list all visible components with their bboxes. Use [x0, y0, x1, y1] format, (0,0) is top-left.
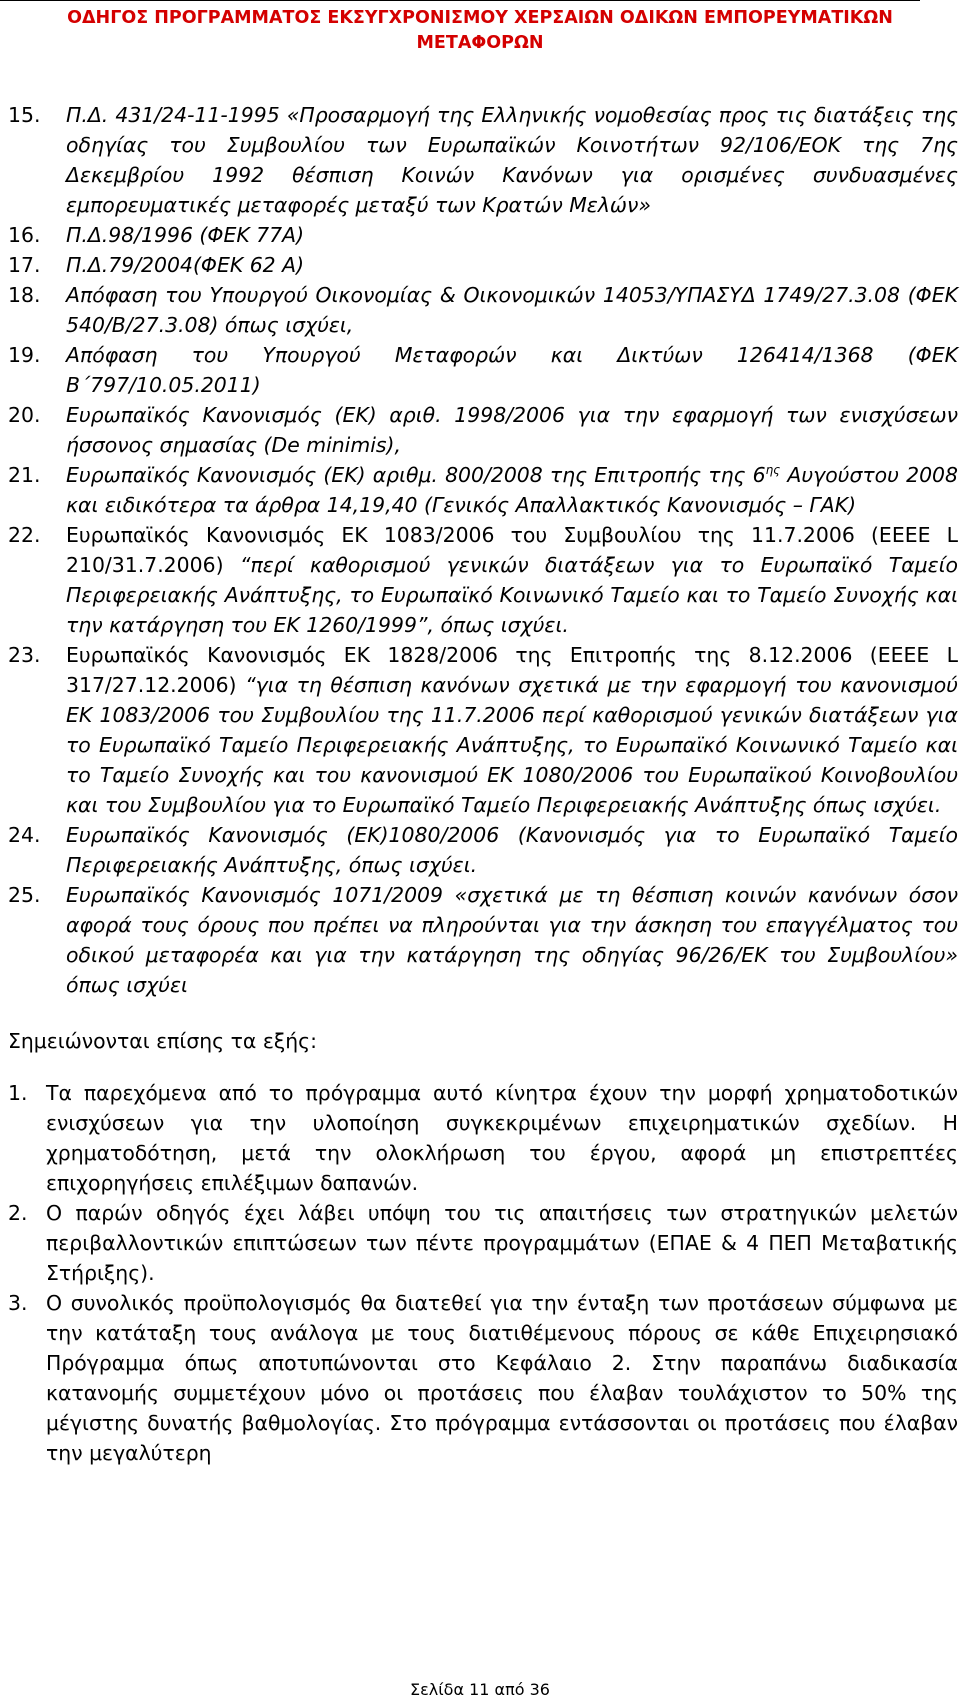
reference-text: Απόφαση του Υπουργού Μεταφορών και Δικτύων 126414/1368 (ΦΕΚ Β΄797/10.05.2011): [66, 343, 958, 397]
document-body: [8, 100, 958, 1468]
reference-number: 18.: [8, 283, 41, 307]
reference-number: 24.: [8, 823, 41, 847]
reference-citation: Ευρωπαϊκός Κανονισμός ΕΚ 1083/2006 του Συμβουλίου της 11.7.2006 (ΕΕΕΕ L 210/31.7.2006): [66, 523, 958, 577]
reference-item: [8, 250, 958, 280]
header-title-line1: ΟΔΗΓΟΣ ΠΡΟΓΡΑΜΜΑΤΟΣ ΕΚΣΥΓΧΡΟΝΙΣΜΟΥ ΧΕΡΣΑΙΩΝ ΟΔΙΚΩΝ ΕΜΠΟΡΕΥΜΑΤΙΚΩΝ: [67, 8, 893, 28]
reference-item: [8, 820, 958, 880]
note-text: Ο συνολικός προϋπολογισμός θα διατεθεί για την ένταξη των προτάσεων σύμφωνα με την κατάταξη τους ανάλογα με τους διατιθέμενους πόρους σε κάθε Επιχειρησιακό Πρόγραμμα όπως αποτυπώνονται στο Κεφάλαιο 2. Στην παραπάνω διαδικασία κατανομής συμμετέχουν μόνο οι προτάσεις που έλαβαν τουλάχιστον το 50% της μέγιστης δυνατής βαθμολογίας. Στο πρόγραμμα εντάσσονται οι προτάσεις που έλαβαν την μεγαλύτερη: [46, 1291, 958, 1465]
page-footer: [0, 1680, 960, 1700]
reference-text-part: Αυγούστου 2008 και ειδικότερα τα άρθρα 14,19,40 (Γενικός Απαλλακτικός Κανονισμός – ΓΑΚ): [66, 463, 958, 517]
reference-item: [8, 640, 958, 820]
reference-text: Απόφαση του Υπουργού Οικονομίας & Οικονομικών 14053/ΥΠΑΣΥΔ 1749/27.3.08 (ΦΕΚ 540/Β/27.3.08) όπως ισχύει,: [66, 283, 958, 337]
reference-number: 16.: [8, 223, 41, 247]
reference-title: “περί καθορισμού γενικών διατάξεων για το Ευρωπαϊκό Ταμείο Περιφερειακής Ανάπτυξης, το Ευρωπαϊκό Κοινωνικό Ταμείο και το Ταμείο Συνοχής και την κατάργηση του ΕΚ 1260/1999”, όπως ισχύει.: [66, 553, 958, 637]
note-item: [8, 1288, 958, 1468]
reference-text-part: Ευρωπαϊκός Κανονισμός (ΕΚ) αριθμ. 800/2008 της Επιτροπής της 6: [66, 463, 766, 487]
ordinal-superscript: ης: [765, 463, 781, 478]
references-list: [8, 100, 958, 1000]
reference-item: [8, 100, 958, 220]
reference-text: Π.Δ. 431/24-11-1995 «Προσαρμογή της Ελληνικής νομοθεσίας προς τις διατάξεις της οδηγίας του Συμβουλίου των Ευρωπαϊκών Κοινοτήτων 92/106/ΕΟΚ της 7ης Δεκεμβρίου 1992 θέσπιση Κοινών Κανόνων για ορισμένες συνδυασμένες εμπορευματικές μεταφορές μεταξύ των Κρατών Μελών»: [66, 103, 958, 217]
reference-title: “για τη θέσπιση κανόνων σχετικά με την εφαρμογή του κανονισμού ΕΚ 1083/2006 του Συμβουλίου της 11.7.2006 περί καθορισμού γενικών διατάξεων για το Ευρωπαϊκό Ταμείο Περιφερειακής Ανάπτυξης, το Ευρωπαϊκό Κοινωνικό Ταμείο και το Ταμείο Συνοχής και του κανονισμού ΕΚ 1080/2006 του Ευρωπαϊκού Κοινοβουλίου και του Συμβουλίου για το Ευρωπαϊκό Ταμείο Περιφερειακής Ανάπτυξης όπως ισχύει.: [66, 673, 958, 817]
reference-item: [8, 280, 958, 340]
note-number: 2.: [8, 1201, 28, 1225]
reference-item: [8, 400, 958, 460]
reference-item: [8, 520, 958, 640]
reference-text: Π.Δ.79/2004(ΦΕΚ 62 Α): [66, 253, 305, 277]
page-number: Σελίδα 11 από 36: [410, 1680, 550, 1699]
reference-number: 17.: [8, 253, 41, 277]
document-header: [0, 6, 960, 56]
reference-text: Ευρωπαϊκός Κανονισμός (ΕΚ)1080/2006 (Κανονισμός για το Ευρωπαϊκό Ταμείο Περιφερειακής Ανάπτυξης, όπως ισχύει.: [66, 823, 958, 877]
note-number: 3.: [8, 1291, 28, 1315]
reference-number: 19.: [8, 343, 41, 367]
reference-number: 25.: [8, 883, 41, 907]
header-title-line2: ΜΕΤΑΦΟΡΩΝ: [416, 33, 544, 53]
reference-text: [66, 523, 958, 637]
reference-number: 20.: [8, 403, 41, 427]
reference-number: 21.: [8, 463, 41, 487]
note-item: [8, 1078, 958, 1198]
reference-text: Ευρωπαϊκός Κανονισμός 1071/2009 «σχετικά με τη θέσπιση κοινών κανόνων όσον αφορά τους όρους που πρέπει να πληρούνται για την άσκηση του επαγγέλματος του οδικού μεταφορέα και για την κατάργηση της οδηγίας 96/26/ΕΚ του Συμβουλίου» όπως ισχύει: [66, 883, 958, 997]
reference-text: Π.Δ.98/1996 (ΦΕΚ 77Α): [66, 223, 305, 247]
reference-number: 15.: [8, 103, 41, 127]
reference-text: [66, 643, 958, 817]
reference-item: [8, 460, 958, 520]
note-number: 1.: [8, 1081, 28, 1105]
reference-text: Ευρωπαϊκός Κανονισμός (ΕΚ) αριθ. 1998/2006 για την εφαρμογή των ενισχύσεων ήσσονος σημασίας (De minimis),: [66, 403, 958, 457]
reference-item: [8, 880, 958, 1000]
reference-item: [8, 220, 958, 250]
reference-number: 23.: [8, 643, 41, 667]
notes-title: Σημειώνονται επίσης τα εξής:: [8, 1029, 317, 1053]
reference-item: [8, 340, 958, 400]
header-rule: [0, 0, 920, 1]
note-text: Ο παρών οδηγός έχει λάβει υπόψη του τις απαιτήσεις των στρατηγικών μελετών περιβαλλοντικών επιπτώσεων των πέντε προγραμμάτων (ΕΠΑΕ & 4 ΠΕΠ Μεταβατικής Στήριξης).: [46, 1201, 958, 1285]
reference-citation: Ευρωπαϊκός Κανονισμός ΕΚ 1828/2006 της Επιτροπής της 8.12.2006 (ΕΕΕΕ L 317/27.12.2006): [66, 643, 958, 697]
note-text: Τα παρεχόμενα από το πρόγραμμα αυτό κίνητρα έχουν την μορφή χρηματοδοτικών ενισχύσεων για την υλοποίηση συγκεκριμένων επιχειρηματικών σχεδίων. Η χρηματοδότηση, μετά την ολοκλήρωση του έργου, αφορά μη επιστρεπτέες επιχορηγήσεις επιλέξιμων δαπανών.: [46, 1081, 958, 1195]
reference-text: [66, 463, 958, 517]
notes-list: [8, 1078, 958, 1468]
reference-number: 22.: [8, 523, 41, 547]
note-item: [8, 1198, 958, 1288]
